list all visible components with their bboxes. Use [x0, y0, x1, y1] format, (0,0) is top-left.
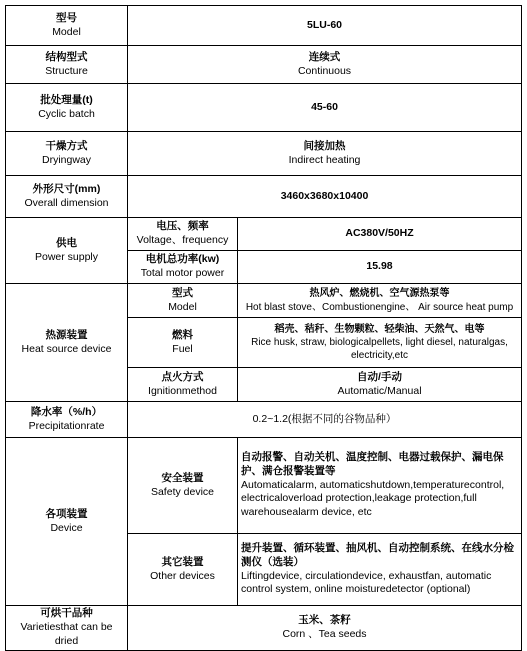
label-drying: 干燥方式 Dryingway: [6, 132, 128, 176]
label-model: 型号 Model: [6, 6, 128, 46]
value-other: 提升装置、循环装置、抽风机、自动控制系统、在线水分检测仪（选装） Liftingdevice, circulationdevice, exhaustfan, automatic control system, online moisturedetector (optional): [238, 534, 522, 606]
row-batch: [6, 84, 522, 132]
label-voltage: 电压、频率 Voltage、frequency: [128, 218, 238, 251]
value-safety: 自动报警、自动关机、温度控制、电器过载保护、漏电保护、满仓报警装置等 Automaticalarm, automaticshutdown,temperaturecontrol, electricaloverload protection,leakage protection,full warehousealarm device, etc: [238, 438, 522, 534]
label-fuel: 燃料 Fuel: [128, 318, 238, 368]
value-batch: 45-60: [128, 84, 522, 132]
label-power: 供电 Power supply: [6, 218, 128, 284]
value-dimension: 3460x3680x10400: [128, 176, 522, 218]
label-other: 其它装置 Other devices: [128, 534, 238, 606]
label-motor: 电机总功率(kw) Total motor power: [128, 251, 238, 284]
label-heat-model: 型式 Model: [128, 284, 238, 318]
row-drying: [6, 132, 522, 176]
row-dimension: [6, 176, 522, 218]
value-grain: 玉米、茶籽 Corn 、Tea seeds: [128, 606, 522, 651]
row-power-voltage: [6, 218, 522, 251]
value-heat-model: 热风炉、燃烧机、空气源热泵等 Hot blast stove、Combustionengine、 Air source heat pump: [238, 284, 522, 318]
row-grain: [6, 606, 522, 651]
value-structure: 连续式 Continuous: [128, 46, 522, 84]
label-grain: 可烘干品种 Varietiesthat can be dried: [6, 606, 128, 651]
label-heat: 热源装置 Heat source device: [6, 284, 128, 402]
value-model: 5LU-60: [128, 6, 522, 46]
label-device: 各项装置 Device: [6, 438, 128, 606]
row-heat-model: [6, 284, 522, 318]
spec-table: [5, 5, 522, 651]
value-motor: 15.98: [238, 251, 522, 284]
value-precip: 0.2~1.2(根据不同的谷物品种）: [128, 402, 522, 438]
value-fuel: 稻壳、秸秆、生物颗粒、轻柴油、天然气、电等 Rice husk, straw, biologicalpellets, light diesel, naturalgas, electricity,etc: [238, 318, 522, 368]
label-ignition: 点火方式 Ignitionmethod: [128, 368, 238, 402]
label-batch: 批处理量(t) Cyclic batch: [6, 84, 128, 132]
value-ignition: 自动/手动 Automatic/Manual: [238, 368, 522, 402]
label-precip: 降水率（%/h） Precipitationrate: [6, 402, 128, 438]
row-device-safety: [6, 438, 522, 534]
value-voltage: AC380V/50HZ: [238, 218, 522, 251]
value-drying: 间接加热 Indirect heating: [128, 132, 522, 176]
label-dimension: 外形尺寸(mm) Overall dimension: [6, 176, 128, 218]
row-structure: [6, 46, 522, 84]
label-structure: 结构型式 Structure: [6, 46, 128, 84]
row-model: [6, 6, 522, 46]
label-safety: 安全装置 Safety device: [128, 438, 238, 534]
row-precip: [6, 402, 522, 438]
